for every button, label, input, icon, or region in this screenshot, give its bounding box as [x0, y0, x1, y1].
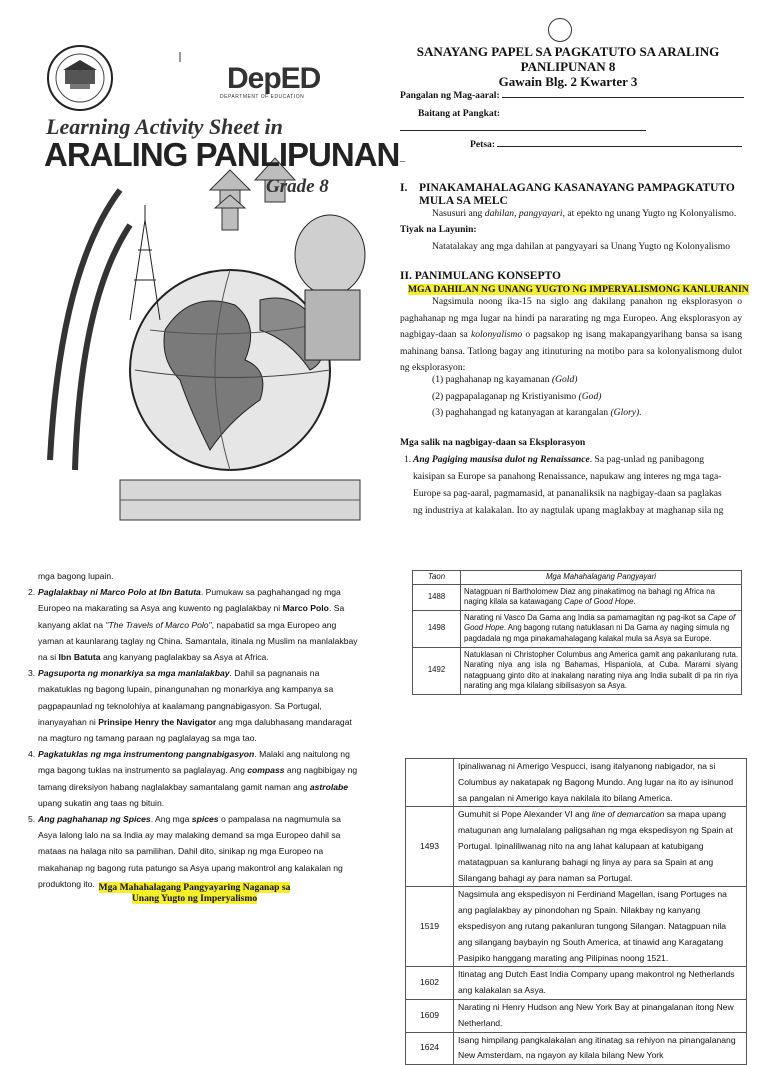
date-label: Petsa: — [470, 139, 496, 150]
melc-text — [432, 208, 736, 219]
melc-italic: dahilan, pangyayari, — [484, 208, 565, 219]
section1-heading — [400, 182, 735, 207]
table-header-row — [413, 571, 742, 585]
cover-las-title: Learning Activity Sheet in — [46, 114, 283, 139]
events-heading-line2: Unang Yugto ng Imperyalismo — [131, 893, 258, 904]
name-field[interactable] — [400, 90, 744, 101]
table-row — [406, 1032, 747, 1065]
arch-illustration — [50, 190, 130, 470]
section-field[interactable] — [418, 108, 500, 119]
sphinx-illustration — [295, 215, 365, 360]
section1-num: I. — [400, 182, 408, 194]
year-cell: 1492 — [413, 647, 461, 694]
table-row — [413, 584, 742, 610]
para-a: Nagsimula noong ika-15 na siglo ang dakilang panahon ng eksplorasyon o paghahanap ng mga lugar na hindi pa nararating ng mga Europeo. Ang eksplorasyon ay nagbigay-daan sa — [400, 296, 742, 340]
events-heading — [28, 882, 361, 904]
cover-illustration — [30, 40, 400, 540]
name-line — [502, 97, 744, 98]
para-italic: kolonyalismo — [470, 329, 523, 340]
deped-seal-icon — [48, 46, 112, 110]
table-row — [406, 967, 747, 1000]
salik-item-1 — [404, 451, 724, 519]
motives-list — [432, 372, 642, 422]
table-row — [413, 647, 742, 694]
event-cell: Narating ni Henry Hudson ang New York Bay at pinangalanan itong New Netherland. — [454, 999, 747, 1032]
para-b: o pagsakop ng isang makapangyarihang bansa sa isang mahinang bansa. Tatlong bagay ang itinuturing na motibo para sa kolonyalismong dulot ng eksplorasyon: — [400, 329, 743, 373]
events-table-1 — [412, 570, 742, 695]
event-cell: Ipinaliwanag ni Amerigo Vespucci, isang italyanong nabigador, na si Columbus ay nakatapak ng Bagong Mundo. Ang lugar na ito ay isinunod sa pangalan ni Amerigo kaya nakilala ito bilang America. — [454, 759, 747, 807]
doc-title-line1: SANAYANG PAPEL SA PAGKATUTO SA ARALING — [416, 44, 720, 59]
motive-item: (2) pagpapalaganap ng Kristiyanismo (God) — [432, 390, 602, 402]
tiyak-label — [400, 224, 477, 235]
year-cell: 1498 — [413, 610, 461, 647]
deped-subtext: DEPARTMENT OF EDUCATION — [220, 94, 305, 100]
event-cell: Isang himpilang pangkalakalan ang itinatag sa rehiyon na pinangalanang New Amsterdam, na ngayon ay kilala bilang New York — [454, 1032, 747, 1065]
svg-text:DepED: DepED — [227, 62, 321, 95]
stray-dash: _ — [400, 152, 405, 163]
tiyak-text: Natatalakay ang mga dahilan at pangyayari sa Unang Yugto ng Kolonyalismo — [432, 241, 731, 252]
event-cell: Natagpuan ni Bartholomew Diaz ang pinakatimog na bahagi ng Africa na naging kilala sa katawagang Cape of Good Hope. — [461, 584, 742, 610]
name-label: Pangalan ng Mag-aaral: — [400, 90, 500, 101]
date-field[interactable] — [470, 139, 742, 150]
tiyak-colon: : — [473, 224, 477, 235]
doc-header — [398, 44, 738, 89]
motive-item: (1) paghahanap ng kayamanan (Gold) — [432, 374, 578, 385]
cover-subject: ARALING PANLIPUNAN — [44, 136, 400, 173]
item1-num: 1. — [404, 454, 412, 465]
year-cell: 1624 — [406, 1032, 454, 1065]
melc-post: at epekto ng unang Yugto ng Kolonyalismo. — [564, 208, 737, 219]
globe-illustration — [130, 270, 330, 470]
tiyak-label-text: Tiyak na Layunin — [400, 224, 474, 235]
item1-text: . Sa pag-unlad ng panibagong kaisipan sa Europe sa panahong Renaissance, napukaw ang interes ng mga taga-Europe sa pag-aaral, pagmamasid, at pananaliksik na nagbigay-daan sa paglakas ng industriya at kalakalan. Ito ay nagtulak upang maglakbay at maghanap sila ng — [413, 454, 724, 516]
lower-left-column — [28, 568, 361, 892]
item1-bold: Ang Pagiging mausisa dulot ng Renaissance — [413, 454, 590, 465]
motive-item: (3) paghahangad ng katanyagan at karangalan (Glory). — [432, 407, 642, 418]
year-cell: 1519 — [406, 887, 454, 967]
col-event-header: Mga Mahahalagang Pangyayari — [461, 571, 742, 585]
year-cell: 1602 — [406, 967, 454, 1000]
cont-text: mga bagong lupain. — [38, 571, 114, 581]
col-year-header: Taon — [413, 571, 461, 585]
year-cell: 1609 — [406, 999, 454, 1032]
salik-item-4: 4. Pagkatuklas ng mga instrumentong pangnabigasyon. Malaki ang naitulong ng mga bagong tuklas na instrumento sa paglalayag. Ang compass ang nagbibigay ng tamang direksiyon habang naglalakbay samantalang gamit naman ang astrolabe upang sukatin ang taas ng bituin. — [28, 749, 358, 808]
section2-paragraph — [400, 294, 742, 377]
salik-item-5: 5. Ang paghahanap ng Spices. Ang mga spices o pampalasa na nagmumula sa Asya lalong lalo na sa India ay may malaking demand sa mga Europeo dahil sa mataas na halaga nito sa pamilihan. Dahil dito, sinikap ng mga Europeo na makahanap ng bagong ruta patungo sa Asya upang makontrol ang kalakalan ng produktong ito. — [28, 814, 343, 889]
section1-title-line2: MULA SA MELC — [419, 195, 508, 207]
top-seal-icon — [548, 18, 572, 42]
year-cell — [406, 759, 454, 807]
event-cell: Itinatag ang Dutch East India Company upang makontrol ng Netherlands ang kalakalan sa Asya. — [454, 967, 747, 1000]
salik-item-3: 3. Pagsuporta ng monarkiya sa mga manlalakbay. Dahil sa pagnanais na makatuklas ng bagong lupain, pinangunahan ng monarkiya ang kampanya sa pagpapaunlad ng teknolohiya at kaalamang pangnabigasyon. Sa Portugal, inanyayahan ni Prinsipe Henry the Navigator ang mga dalubhasang mandaragat na magturo ng tamang paraan ng paglalayag sa mga tao. — [28, 668, 352, 744]
event-cell: Narating ni Vasco Da Gama ang India sa pamamagitan ng pag-ikot sa Cape of Good Hope. Ang bagong rutang natuklasan ni Da Gama ay naging simula ng pagdadala ng mga pinakamahalagang kalakal mula sa Asya sa Europe. — [461, 610, 742, 647]
year-cell: 1488 — [413, 584, 461, 610]
melc-pre: Nasusuri ang — [432, 208, 485, 219]
salik-heading: Mga salik na nagbigay-daan sa Eksplorasyon — [400, 437, 586, 448]
event-cell: Natuklasan ni Christopher Columbus ang America gamit ang pakanlurang ruta. Narating niya ang isla ng Bahamas, Hispaniola, at Cuba. Marami siyang natagpuang ginto dito at inakalang narating niya ang India subalit di pa rin riya narating ang mga kilalang sibilisasyon sa Asya. — [461, 647, 742, 694]
salik-item-2: 2. Paglalakbay ni Marco Polo at Ibn Batuta. Pumukaw sa paghahangad ng mga Europeo na makarating sa Asya ang kuwento ng paglalakbay ni Marco Polo. Sa kanyang aklat na "The Travels of Marco Polo", napabatid sa mga Europeo ang yaman at kaunlarang taglay ng China. Samantala, itinala ng Muslim na manlalakbay na si Ibn Batuta ang kanyang paglalakbay sa Asya at Africa. — [28, 587, 358, 663]
events-table-2 — [405, 758, 747, 1065]
table-row — [413, 610, 742, 647]
table-row — [406, 807, 747, 887]
event-cell: Gumuhit si Pope Alexander VI ang line of demarcation sa mapa upang matugunan ang lumalalang paligsahan ng mga ekspedisyon ng Spain at Portugal. Ipinaliliwanag nito na ang lahat kalupaan at katubigang matatagpuan sa kanlurang bahagi ng linya ay para sa Spain at ang Silangang bahagi ay para naman sa Portugal. — [454, 807, 747, 887]
event-cell: Nagsimula ang ekspedisyon ni Ferdinand Magellan, isang Portuges na ang paglalakbay ay pinondohan ng Spain. Nilakbay ng kanyang ekspedisyon ang rutang pakanluran tungong Silangan. Natagpuan nila ang silangang baybayin ng South America, at tinawid ang Karagatang Pasipiko hanggang marating ang Pilipinas noong 1521. — [454, 887, 747, 967]
table-row — [406, 999, 747, 1032]
cover-grade: Grade 8 — [266, 176, 329, 197]
table-row — [406, 759, 747, 807]
year-cell: 1493 — [406, 807, 454, 887]
section-line — [400, 130, 646, 131]
table-row — [406, 887, 747, 967]
section-label: Baitang at Pangkat: — [418, 108, 501, 119]
doc-title-line2: PANLIPUNAN 8 — [520, 59, 616, 74]
doc-title-line3: Gawain Blg. 2 Kwarter 3 — [498, 74, 638, 89]
section2-heading: II. PANIMULANG KONSEPTO — [400, 270, 561, 282]
section1-title-line1: PINAKAMAHALAGANG KASANAYANG PAMPAGKATUTO — [419, 182, 735, 194]
events-heading-line1: Mga Mahahalagang Pangyayaring Naganap sa — [98, 882, 291, 893]
section2-subheading-text: MGA DAHILAN NG UNANG YUGTO NG IMPERYALISMONG KANLURANIN — [408, 284, 749, 295]
date-line — [497, 146, 742, 147]
